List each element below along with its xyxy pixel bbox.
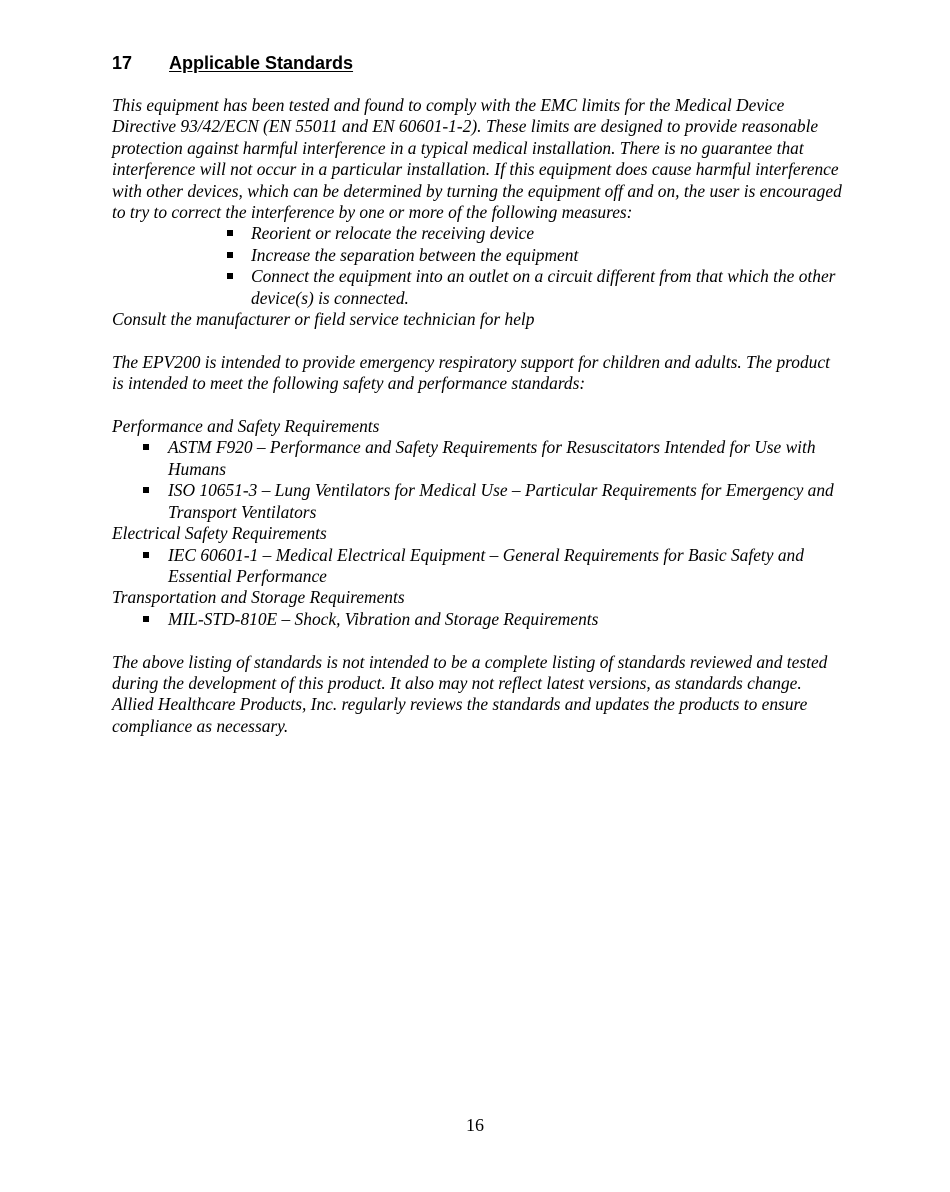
square-bullet-icon <box>227 273 233 279</box>
list-item-text: ASTM F920 – Performance and Safety Requirements for Resuscitators Intended for Use with Humans <box>168 437 816 479</box>
list-item <box>112 245 844 266</box>
standards-group-heading: Electrical Safety Requirements <box>112 523 327 544</box>
list-item-text: Connect the equipment into an outlet on a circuit different from that which the other device(s) is connected. <box>251 266 836 308</box>
square-bullet-icon <box>143 487 149 493</box>
list-item <box>112 609 844 630</box>
list-item-text: MIL-STD-810E – Shock, Vibration and Storage Requirements <box>168 608 599 629</box>
paragraph-gap <box>112 630 844 651</box>
standards-list <box>112 437 844 523</box>
page-number: 16 <box>466 1115 484 1135</box>
consult-line: Consult the manufacturer or field service technician for help <box>112 309 535 330</box>
list-item-text: ISO 10651-3 – Lung Ventilators for Medical Use – Particular Requirements for Emergency and Transport Ventilators <box>168 480 834 522</box>
list-item-text: Reorient or relocate the receiving device <box>251 223 535 244</box>
standards-group-heading: Transportation and Storage Requirements <box>112 587 405 608</box>
list-item <box>112 437 844 480</box>
section-body <box>112 95 844 737</box>
interference-measures-list <box>112 223 844 309</box>
square-bullet-icon <box>143 552 149 558</box>
list-item <box>112 480 844 523</box>
emc-compliance-paragraph: This equipment has been tested and found to comply with the EMC limits for the Medical Device Directive 93/42/ECN (EN 55011 and EN 60601-1-2). These limits are designed to provide reasonable protection against harmful interference in a typical medical installation. There is no guarantee that interference will not occur in a particular installation. If this equipment does cause harmful interference with other devices, which can be determined by turning the equipment off and on, the user is encouraged to try to correct the interference by one or more of the following measures: <box>112 95 842 223</box>
closing-paragraph: The above listing of standards is not intended to be a complete listing of standards reviewed and tested during the development of this product. It also may not reflect latest versions, as standards change. Allied Healthcare Products, Inc. regularly reviews the standards and updates the products to ensure compliance as necessary. <box>112 651 828 736</box>
standards-list <box>112 545 844 588</box>
section-title: Applicable Standards <box>169 53 354 73</box>
list-item-text: IEC 60601-1 – Medical Electrical Equipment – General Requirements for Basic Safety and Essential Performance <box>168 544 804 586</box>
paragraph-gap <box>112 330 844 351</box>
standards-group-heading: Performance and Safety Requirements <box>112 416 380 437</box>
list-item <box>112 545 844 588</box>
list-item <box>112 223 844 244</box>
epv200-intended-use-paragraph: The EPV200 is intended to provide emergency respiratory support for children and adults. The product is intended to meet the following safety and performance standards: <box>112 351 830 394</box>
square-bullet-icon <box>143 444 149 450</box>
square-bullet-icon <box>143 616 149 622</box>
square-bullet-icon <box>227 252 233 258</box>
section-number: 17 <box>112 53 133 73</box>
square-bullet-icon <box>227 230 233 236</box>
list-item-text: Increase the separation between the equipment <box>251 244 579 265</box>
list-item <box>112 266 844 309</box>
paragraph-gap <box>112 395 844 416</box>
standards-list <box>112 609 844 630</box>
section-heading <box>112 52 353 74</box>
